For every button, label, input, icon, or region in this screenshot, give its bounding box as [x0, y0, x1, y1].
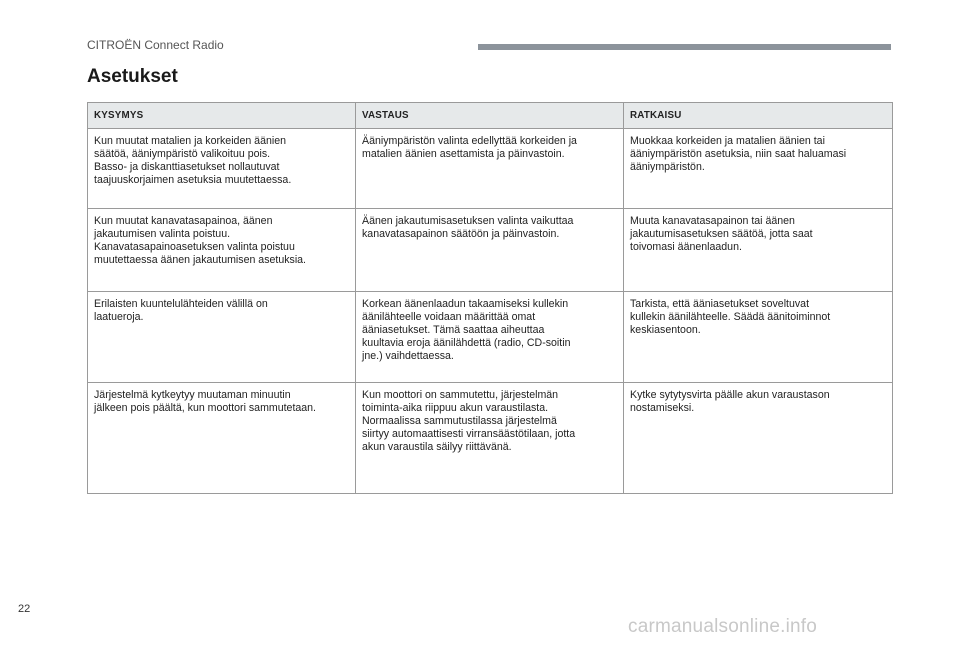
answer-cell: [356, 209, 624, 292]
solution-cell: [624, 383, 893, 494]
table-row: [88, 292, 893, 383]
page-number: 22: [18, 603, 31, 615]
table-row: [88, 129, 893, 209]
question-cell: [88, 129, 356, 209]
question-text: Kun muutat matalien ja korkeiden äänien säätöä, ääniympäristö valikoituu pois. Basso- ja diskanttiasetukset nollautuvat taajuuskorjaimen asetuksia muutettaessa.: [94, 135, 292, 186]
solution-cell: [624, 292, 893, 383]
column-header-question: KYSYMYS: [88, 103, 356, 129]
column-header-answer: VASTAUS: [356, 103, 624, 129]
question-text: Järjestelmä kytkeytyy muutaman minuutin jälkeen pois päältä, kun moottori sammutetaan.: [94, 389, 317, 414]
table-row: [88, 383, 893, 494]
solution-text: Muokkaa korkeiden ja matalien äänien tai ääniympäristön asetuksia, niin saat haluamasi ääniympäristön.: [630, 135, 847, 173]
header-bar: [478, 44, 891, 50]
answer-text: Korkean äänenlaadun takaamiseksi kullekin äänilähteelle voidaan määrittää omat ääniasetukset. Tämä saattaa aiheuttaa kuultavia eroja äänilähdettä (radio, CD-soitin jne.) vaihdettaessa.: [362, 298, 571, 362]
table-row: [88, 209, 893, 292]
faq-table: [87, 102, 893, 494]
answer-cell: [356, 129, 624, 209]
watermark[interactable]: carmanualsonline.info: [628, 616, 818, 637]
answer-text: Ääniympäristön valinta edellyttää korkeiden ja matalien äänien asettamista ja päinvastoin.: [362, 135, 577, 160]
answer-cell: [356, 292, 624, 383]
question-cell: [88, 383, 356, 494]
page-title: Asetukset: [87, 66, 178, 87]
table-header-row: [88, 103, 893, 129]
solution-text: Kytke sytytysvirta päälle akun varaustason nostamiseksi.: [630, 389, 830, 414]
solution-text: Tarkista, että ääniasetukset soveltuvat kullekin äänilähteelle. Säädä äänitoiminnot keskiasentoon.: [630, 298, 831, 336]
question-text: Erilaisten kuuntelulähteiden välillä on laatueroja.: [94, 298, 268, 323]
solution-cell: [624, 209, 893, 292]
column-header-solution: RATKAISU: [624, 103, 893, 129]
answer-text: Kun moottori on sammutettu, järjestelmän toiminta-aika riippuu akun varaustilasta. Normaalissa sammutustilassa järjestelmä siirtyy automaattisesti virransäästötilaan, jotta akun varaustila säilyy riittävänä.: [362, 389, 576, 453]
answer-text: Äänen jakautumisasetuksen valinta vaikuttaa kanavatasapainon säätöön ja päinvastoin.: [362, 215, 574, 240]
question-cell: [88, 292, 356, 383]
question-cell: [88, 209, 356, 292]
question-text: Kun muutat kanavatasapainoa, äänen jakautumisen valinta poistuu. Kanavatasapainoasetuksen valinta poistuu muutettaessa äänen jakautumisen asetuksia.: [94, 215, 307, 266]
solution-cell: [624, 129, 893, 209]
answer-cell: [356, 383, 624, 494]
solution-text: Muuta kanavatasapainon tai äänen jakautumisasetuksen säätöä, jotta saat toivomasi äänenlaadun.: [630, 215, 813, 253]
header-brand: CITROËN Connect Radio: [87, 38, 224, 52]
